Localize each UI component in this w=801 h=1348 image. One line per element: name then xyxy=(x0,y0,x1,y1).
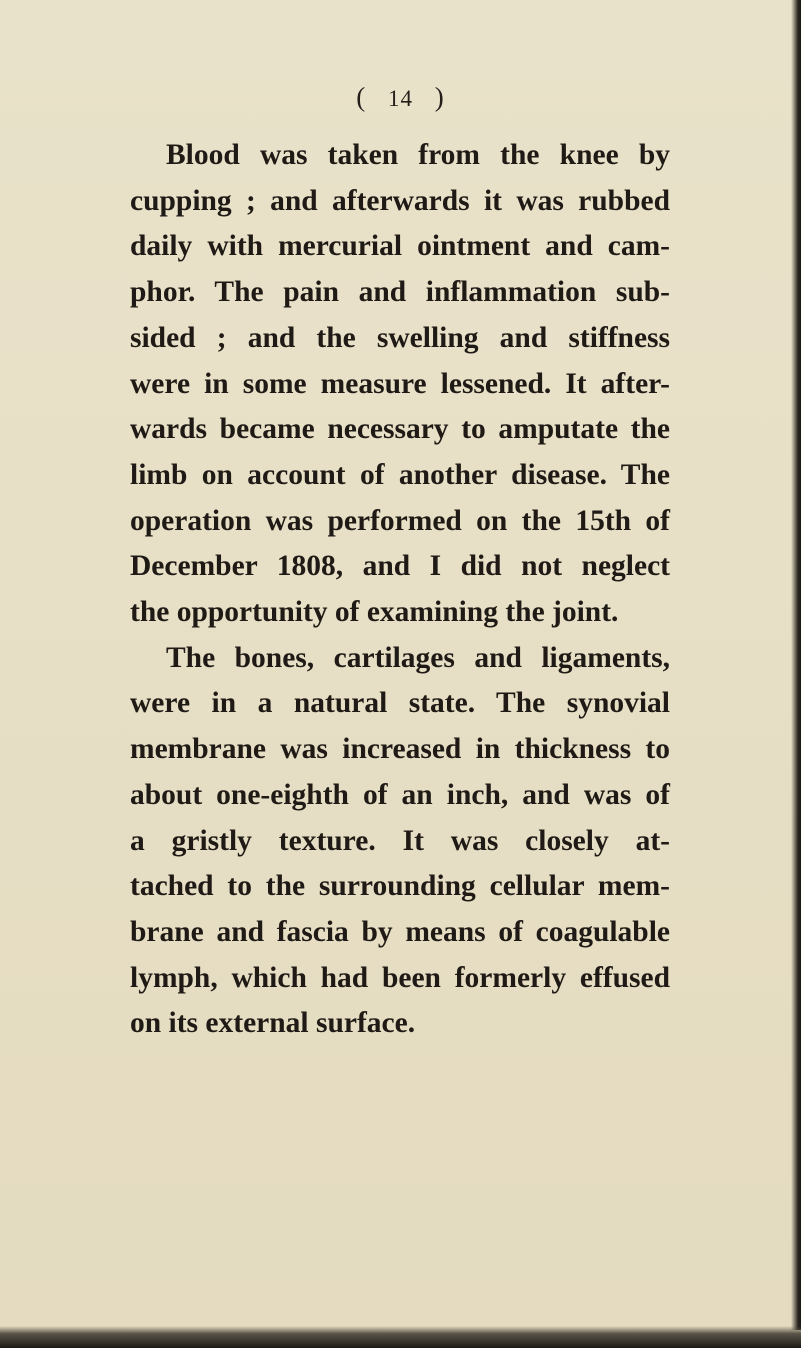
page-number xyxy=(0,82,801,113)
body-text xyxy=(130,133,670,1047)
text-line: wards became necessary to amputate the xyxy=(130,413,670,446)
text-line: were in some measure lessened. It after- xyxy=(130,367,670,400)
text-line: tached to the surrounding cellular mem- xyxy=(130,870,670,903)
text-line: cupping ; and afterwards it was rubbed xyxy=(130,184,670,217)
text-line: December 1808, and I did not neglect xyxy=(130,550,670,583)
text-line: daily with mercurial ointment and cam- xyxy=(130,230,670,263)
text-line: operation was performed on the 15th of xyxy=(130,504,670,537)
text-line: the opportunity of examining the joint. xyxy=(130,596,619,629)
page-number-value: 14 xyxy=(388,86,413,111)
page-number-close: ) xyxy=(434,82,445,112)
text-line: membrane was increased in thickness to xyxy=(130,733,670,766)
page-number-open: ( xyxy=(356,82,367,112)
page-bottom-shadow xyxy=(0,1326,801,1348)
text-line: sided ; and the swelling and stiffness xyxy=(130,321,670,354)
text-line: The bones, cartilages and ligaments, xyxy=(166,641,670,674)
text-line: lymph, which had been formerly effused xyxy=(130,961,670,994)
text-line: Blood was taken from the knee by xyxy=(166,139,670,171)
text-line: about one-eighth of an inch, and was of xyxy=(130,778,670,811)
text-line: limb on account of another disease. The xyxy=(130,458,670,491)
page-edge-shadow xyxy=(791,0,801,1330)
text-line: phor. The pain and inflammation sub- xyxy=(130,276,670,309)
text-line: brane and fascia by means of coagulable xyxy=(130,915,670,948)
text-line: were in a natural state. The synovial xyxy=(130,687,670,720)
text-line: on its external surface. xyxy=(130,1007,416,1040)
text-line: a gristly texture. It was closely at- xyxy=(130,824,670,857)
